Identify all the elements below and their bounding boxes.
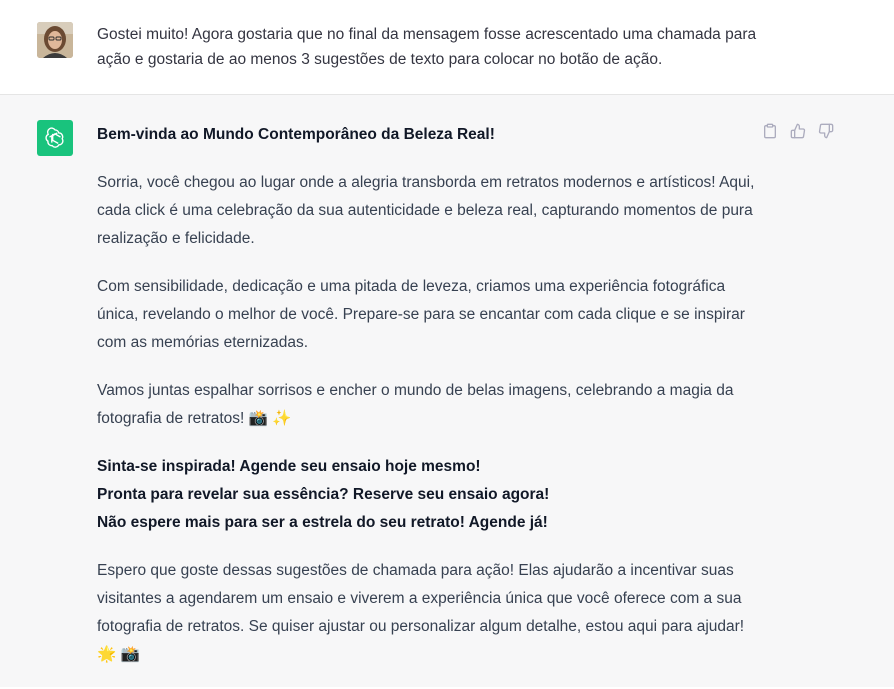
assistant-paragraph-3: Vamos juntas espalhar sorrisos e encher o mundo de belas imagens, celebrando a magia da fotografia de retratos! 📸 ✨ (97, 382, 734, 427)
thumbs-up-icon[interactable] (789, 122, 807, 140)
assistant-paragraph-2: Com sensibilidade, dedicação e uma pitada de leveza, criamos uma experiência fotográfica única, revelando o melhor de você. Prepare-se para se encantar com cada clique e se inspirar com as memórias eternizadas. (97, 278, 745, 351)
cta-suggestion-3: Não espere mais para ser a estrela do seu retrato! Agende já! (97, 514, 548, 531)
assistant-paragraph-4: Espero que goste dessas sugestões de chamada para ação! Elas ajudarão a incentivar suas visitantes a agendarem um ensaio e viverem a experiência única que você oferece com a sua fotografia de retratos. Se quiser ajustar ou personalizar algum detalhe, estou aqui para ajudar! 🌟 📸 (97, 562, 745, 663)
user-message-row (0, 0, 894, 95)
user-message-text: Gostei muito! Agora gostaria que no final da mensagem fosse acrescentado uma chamada para ação e gostaria de ao menos 3 sugestões de texto para colocar no botão de ação. (97, 26, 757, 68)
user-avatar (37, 22, 73, 58)
assistant-message-content (97, 121, 757, 689)
user-avatar-photo (37, 22, 73, 58)
assistant-message-row (0, 95, 894, 687)
message-actions (761, 122, 835, 140)
assistant-paragraph-1: Sorria, você chegou ao lugar onde a alegria transborda em retratos modernos e artísticos! Aqui, cada click é uma celebração da sua autenticidade e beleza real, capturando momentos de pura realização e felicidade. (97, 174, 755, 247)
thumbs-down-icon[interactable] (817, 122, 835, 140)
cta-suggestion-2: Pronta para revelar sua essência? Reserve seu ensaio agora! (97, 486, 550, 503)
clipboard-icon[interactable] (761, 122, 779, 140)
cta-suggestions (97, 453, 757, 537)
openai-logo-icon (37, 120, 73, 156)
assistant-message-title: Bem-vinda ao Mundo Contemporâneo da Beleza Real! (97, 126, 495, 143)
cta-suggestion-1: Sinta-se inspirada! Agende seu ensaio hoje mesmo! (97, 458, 481, 475)
